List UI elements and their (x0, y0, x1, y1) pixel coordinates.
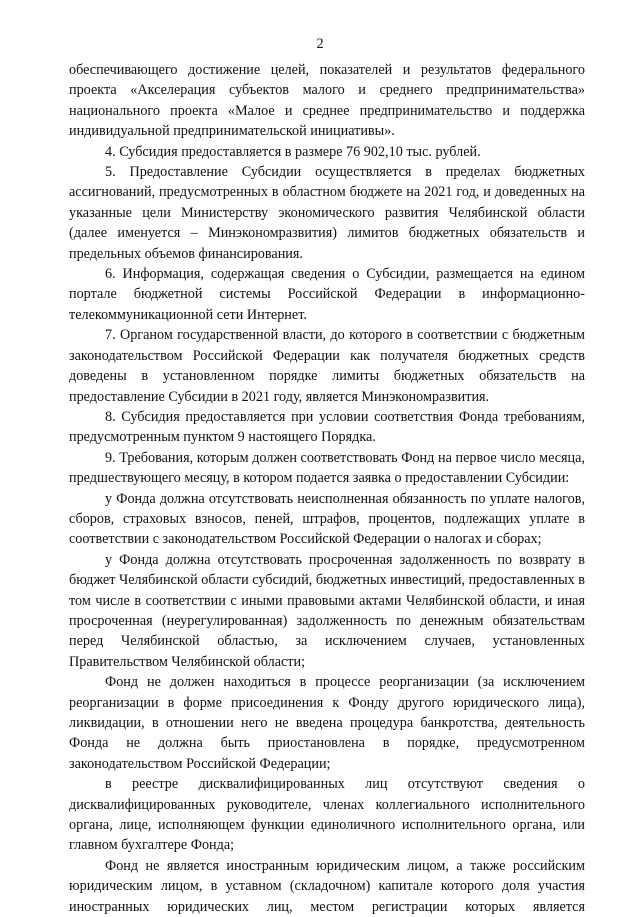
requirement-budget-debt: у Фонда должна отсутствовать просроченная задолженность по возврату в бюджет Челябинской области субсидий, бюджетных инвестиций, предоставленных в том числе в соответствии с иными правовыми актами Челябинской области, и иная просроченная (неурегулированная) задолженность по денежным обязательствам перед Челябинской областью, за исключением случаев, установленных Правительством Челябинской области; (69, 551, 585, 670)
page-number: 2 (316, 36, 324, 52)
paragraph-item-9: 9. Требования, которым должен соответствовать Фонд на первое число месяца, предшествующего месяцу, в котором подается заявка о предоставлении Субсидии: (69, 449, 585, 487)
paragraph-item-8: 8. Субсидия предоставляется при условии соответствия Фонда требованиям, предусмотренным пунктом 9 настоящего Порядка. (69, 408, 585, 446)
paragraph-item-5: 5. Предоставление Субсидии осуществляется в пределах бюджетных ассигнований, предусмотренных в областном бюджете на 2021 год, и доведенных на указанные цели Министерству экономического развития Челябинской области (далее именуется – Минэкономразвития) лимитов бюджетных обязательств и предельных объемов финансирования. (69, 164, 585, 262)
paragraph-item-6: 6. Информация, содержащая сведения о Субсидии, размещается на едином портале бюджетной системы Российской Федерации в информационно-телекоммуникационной сети Интернет. (69, 266, 585, 323)
requirement-disqualified-registry: в реестре дисквалифицированных лиц отсутствуют сведения о дисквалифицированных руководителе, членах коллегиального исполнительного органа, лице, исполняющем функции единоличного исполнительного органа, или главном бухгалтере Фонда; (69, 776, 585, 854)
paragraph-item-4: 4. Субсидия предоставляется в размере 76 902,10 тыс. рублей. (105, 143, 481, 160)
paragraph-continuation: обеспечивающего достижение целей, показателей и результатов федерального проекта «Акселерация субъектов малого и среднего предпринимательства» национального проекта «Малое и среднее предпринимательство и поддержка индивидуальной предпринимательской инициативы». (69, 62, 585, 140)
paragraph-item-7: 7. Органом государственной власти, до которого в соответствии с бюджетным законодательством Российской Федерации как получателя бюджетных средств доведены в установленном порядке лимиты бюджетных обязательств на предоставление Субсидии в 2021 году, является Минэкономразвития. (69, 327, 585, 405)
requirement-tax-debt: у Фонда должна отсутствовать неисполненная обязанность по уплате налогов, сборов, страховых взносов, пеней, штрафов, процентов, подлежащих уплате в соответствии с законодательством Российской Федерации о налогах и сборах; (69, 490, 585, 548)
requirement-not-foreign-entity: Фонд не является иностранным юридическим лицом, а также российским юридическим лицом, в уставном (складочном) капитале которого доля участия иностранных юридических лиц, местом регистрации которых является (69, 857, 585, 915)
document-body (69, 60, 585, 917)
requirement-no-reorganization: Фонд не должен находиться в процессе реорганизации (за исключением реорганизации в форме присоединения к Фонду другого юридического лица), ликвидации, в отношении него не введена процедура банкротства, деятельность Фонда не должна быть приостановлена в порядке, предусмотренном законодательством Российской Федерации; (69, 674, 585, 772)
